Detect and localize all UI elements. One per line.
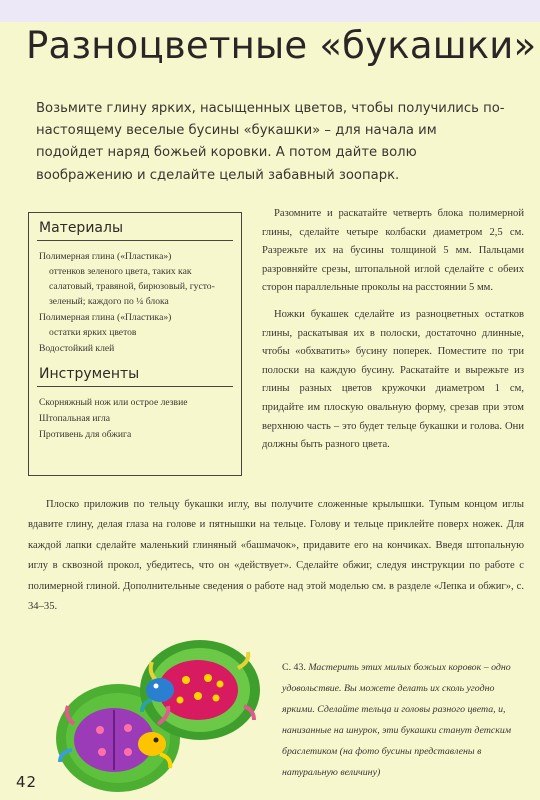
material-item	[39, 249, 231, 309]
instructions-paragraph: Ножки букашек сделайте из разноцветных остатков глины, раскатывая их в полоски, достаточно длинные, чтобы «обхватить» бусину поперек. Поместите по три полоски на каждую бусину. Раскатайте и вырежьте из глины разных цветов кружочки диаметром 1 см, придайте им плоскую овальную форму, срезав при этом верхнюю часть – это будет тельце букашки и голова. Они должны быть разного цвета.	[262, 308, 524, 451]
caption-text: Мастерить этих милых божьих коровок – одно удовольствие. Вы можете делать их сколь угодно яркими. Сделайте тельца и головы разного цвета, и, нанизанные на шнурок, эти букашки станут детским браслетиком (на фото бусины представлены в натуральную величину)	[282, 662, 512, 778]
instructions-continued	[28, 495, 524, 617]
instructions-column	[262, 205, 524, 455]
top-color-band	[0, 0, 540, 22]
tools-heading: Инструменты	[39, 366, 140, 382]
tool-item: Штопальная игла	[39, 413, 111, 424]
instructions-paragraph: Разомните и раскатайте четверть блока полимерной глины, сделайте четыре колбаски диаметром 2,5 см. Разрежьте их на бусины толщиной 5 мм. Пальцами разровняйте срезы, штопальной иглой сделайте с обеих сторон параллельные проколы на расстоянии 5 мм.	[262, 208, 524, 294]
ladybug-beads-photo	[48, 628, 276, 800]
material-item-main: Водостойкий клей	[39, 343, 115, 354]
materials-box	[28, 212, 242, 476]
instructions-paragraph: Плоско приложив по тельцу букашки иглу, вы получите сложенные крылышки. Тупым концом иглы вдавите глину, делая глаза на голове и пятнышки на тельце. Голову и тельце приклейте поверх ножек. Для каждой лапки сделайте маленький глиняный «башмачок», придавите его на кончиках. Введя штопальную иглу в сквозной прокол, убедитесь, что он «действует». Сделайте обжиг, следуя инструкции по работе с полимерной глиной. Дополнительные сведения о работе над этой моделью см. в разделе «Лепка и обжиг», с. 34–35.	[28, 499, 524, 613]
material-item-main: Полимерная глина («Пластика»)	[39, 251, 172, 262]
materials-divider	[37, 240, 233, 241]
materials-list	[39, 249, 231, 356]
material-item-sub: оттенков зеленого цвета, таких как салатовый, травяной, бирюзовый, густо-зеленый; каждого по ¼ блока	[49, 266, 215, 307]
tool-item: Скорняжный нож или острое лезвие	[39, 397, 188, 408]
material-item-main: Полимерная глина («Пластика»)	[39, 312, 172, 323]
material-item-sub: остатки ярких цветов	[49, 327, 137, 338]
tools-divider	[37, 386, 233, 387]
page-title: Разноцветные «букашки»	[26, 24, 537, 67]
intro-paragraph: Возьмите глину ярких, насыщенных цветов, чтобы получились по-настоящему веселые бусины «букашки» – для начала им подойдет наряд божьей коровки. А потом дайте волю воображению и сделайте целый забавный зоопарк.	[36, 101, 505, 183]
tool-item: Противень для обжига	[39, 429, 132, 440]
materials-heading: Материалы	[39, 220, 123, 236]
material-item	[39, 310, 231, 340]
caption-label: С. 43.	[282, 662, 306, 673]
material-item	[39, 341, 231, 356]
tools-list	[39, 395, 231, 442]
photo-caption	[282, 657, 526, 783]
page-number: 42	[16, 773, 38, 791]
